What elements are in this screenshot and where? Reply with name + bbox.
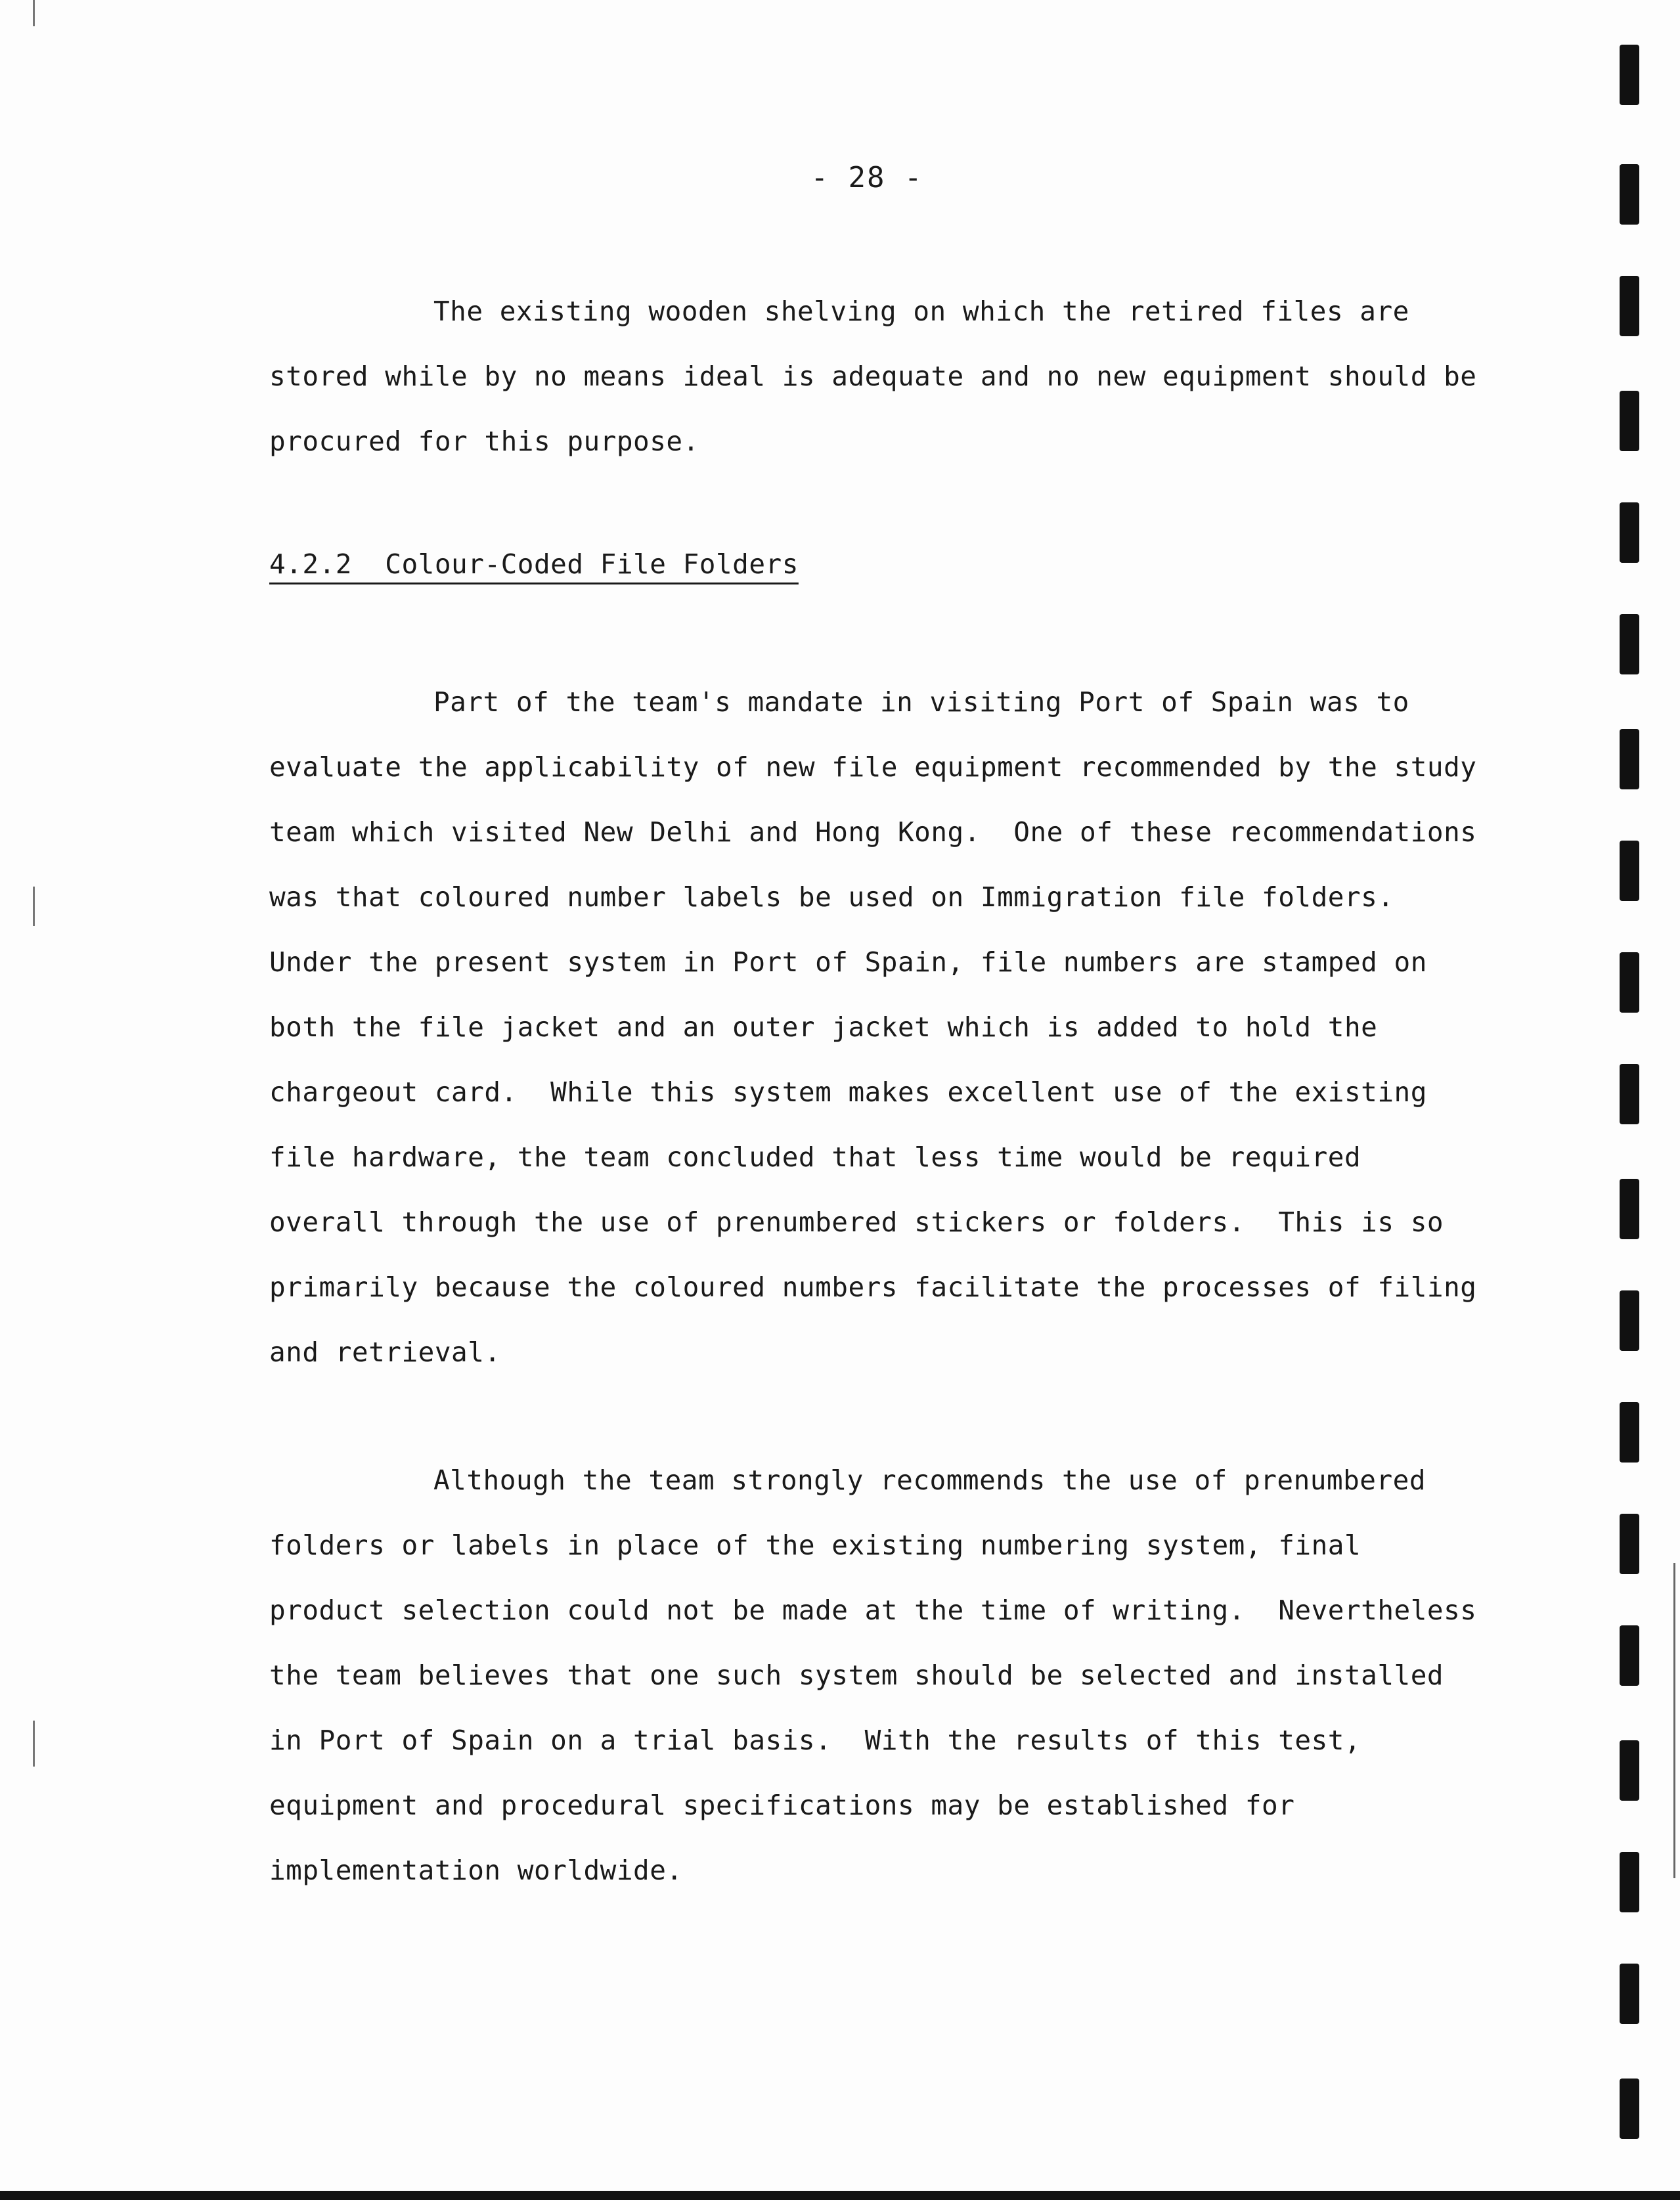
paragraph-line: was that coloured number labels be used on Immigration file folders.	[269, 881, 1394, 913]
paragraph-line: evaluate the applicability of new file equipment recommended by the study	[269, 751, 1477, 783]
paragraph-line: both the file jacket and an outer jacket which is added to hold the	[269, 1011, 1378, 1043]
paragraph-retired-files	[269, 279, 1477, 474]
scan-edge-mark	[33, 1721, 35, 1767]
paragraph-line: the team believes that one such system should be selected and installed	[269, 1660, 1444, 1691]
binding-mark	[1620, 502, 1639, 563]
paragraph-line: team which visited New Delhi and Hong Kong. One of these recommendations	[269, 816, 1477, 848]
paragraph-line: procured for this purpose.	[269, 426, 699, 457]
paragraph-line: file hardware, the team concluded that less time would be required	[269, 1141, 1361, 1173]
paragraph-line: stored while by no means ideal is adequate and no new equipment should be	[269, 361, 1477, 392]
binding-mark	[1620, 1514, 1639, 1574]
paragraph-line: Although the team strongly recommends the use of prenumbered	[433, 1464, 1426, 1496]
binding-mark	[1620, 1064, 1639, 1124]
section-heading: 4.2.2 Colour-Coded File Folders	[269, 548, 799, 580]
binding-mark	[1620, 1964, 1639, 2024]
paragraph-recommendation	[269, 1448, 1477, 1903]
page-number: - 28 -	[810, 161, 923, 194]
paragraph-line: overall through the use of prenumbered stickers or folders. This is so	[269, 1206, 1444, 1238]
binding-mark	[1620, 391, 1639, 451]
binding-mark	[1620, 276, 1639, 336]
paragraph-line: The existing wooden shelving on which the retired files are	[433, 296, 1409, 327]
binding-mark	[1620, 1179, 1639, 1239]
paragraph-line: and retrieval.	[269, 1336, 501, 1368]
paragraph-line: in Port of Spain on a trial basis. With the results of this test,	[269, 1725, 1361, 1756]
scan-edge-mark	[33, 887, 35, 926]
binding-mark	[1620, 1740, 1639, 1801]
paragraph-line: primarily because the coloured numbers facilitate the processes of filing	[269, 1271, 1477, 1303]
paragraph-line: folders or labels in place of the existing numbering system, final	[269, 1529, 1361, 1561]
binding-mark	[1620, 1852, 1639, 1912]
scan-edge-line	[1673, 1563, 1675, 1878]
paragraph-line: Part of the team's mandate in visiting Port of Spain was to	[433, 686, 1409, 718]
scan-bottom-border	[0, 2191, 1680, 2200]
paragraph-colour-coded	[269, 670, 1477, 1385]
binding-mark	[1620, 1402, 1639, 1463]
binding-mark	[1620, 614, 1639, 674]
paragraph-line: equipment and procedural specifications may be established for	[269, 1790, 1295, 1821]
paragraph-line: product selection could not be made at the time of writing. Nevertheless	[269, 1595, 1477, 1626]
paragraph-line: implementation worldwide.	[269, 1855, 683, 1886]
binding-mark	[1620, 45, 1639, 105]
scan-edge-mark	[33, 0, 35, 26]
binding-mark	[1620, 729, 1639, 789]
paragraph-line: chargeout card. While this system makes excellent use of the existing	[269, 1076, 1427, 1108]
binding-mark	[1620, 164, 1639, 225]
paragraph-line: Under the present system in Port of Spain, file numbers are stamped on	[269, 946, 1427, 978]
binding-mark	[1620, 2079, 1639, 2139]
binding-mark	[1620, 841, 1639, 901]
binding-mark	[1620, 1290, 1639, 1351]
binding-mark	[1620, 1625, 1639, 1686]
binding-mark	[1620, 952, 1639, 1013]
